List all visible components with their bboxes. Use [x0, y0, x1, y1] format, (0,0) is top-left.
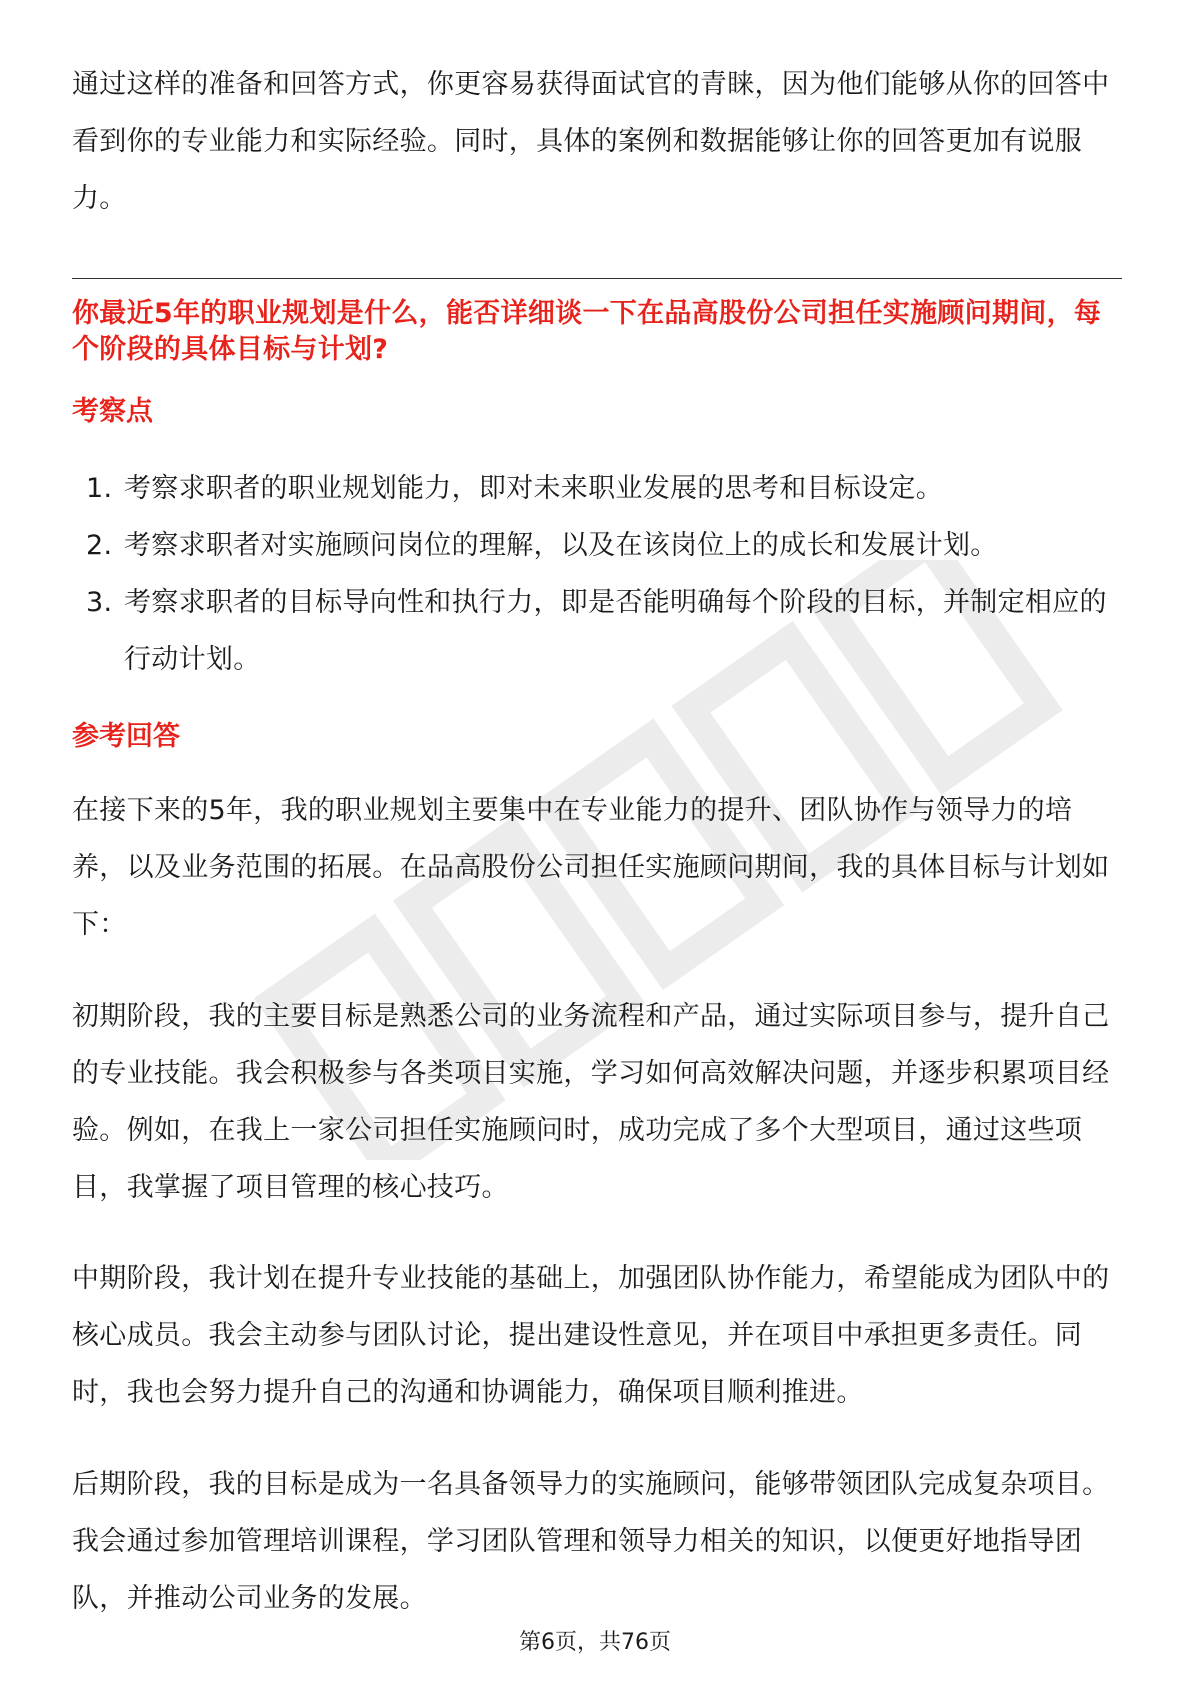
list-item — [72, 517, 1122, 574]
list-item-number: 3. — [86, 587, 113, 618]
answer-heading: 参考回答 — [72, 721, 180, 752]
list-item-number: 1. — [86, 473, 113, 504]
page-number-footer: 第6页，共76页 — [519, 1630, 671, 1655]
answer-paragraph: 中期阶段，我计划在提升专业技能的基础上，加强团队协作能力，希望能成为团队中的核心成员。我会主动参与团队讨论，提出建设性意见，并在项目中承担更多责任。同时，我也会努力提升自己的沟通和协调能力，确保项目顺利推进。 — [72, 1263, 1110, 1408]
section-divider — [72, 278, 1122, 279]
assessment-heading: 考察点 — [72, 396, 153, 427]
assessment-list — [72, 460, 1122, 688]
list-item — [72, 460, 1122, 517]
intro-paragraph: 通过这样的准备和回答方式，你更容易获得面试官的青睐，因为他们能够从你的回答中看到你的专业能力和实际经验。同时，具体的案例和数据能够让你的回答更加有说服力。 — [72, 69, 1110, 214]
list-item-text: 考察求职者的目标导向性和执行力，即是否能明确每个阶段的目标，并制定相应的行动计划。 — [124, 587, 1107, 675]
list-item-text: 考察求职者的职业规划能力，即对未来职业发展的思考和目标设定。 — [124, 473, 943, 504]
answer-paragraph: 初期阶段，我的主要目标是熟悉公司的业务流程和产品，通过实际项目参与，提升自己的专业技能。我会积极参与各类项目实施，学习如何高效解决问题，并逐步积累项目经验。例如，在我上一家公司担任实施顾问时，成功完成了多个大型项目，通过这些项目，我掌握了项目管理的核心技巧。 — [72, 1001, 1110, 1203]
interview-question: 你最近5年的职业规划是什么，能否详细谈一下在品高股份公司担任实施顾问期间，每个阶段的具体目标与计划? — [72, 298, 1102, 365]
list-item-number: 2. — [86, 530, 113, 561]
list-item-text: 考察求职者对实施顾问岗位的理解，以及在该岗位上的成长和发展计划。 — [124, 530, 998, 561]
list-item — [72, 574, 1122, 688]
answer-paragraph: 后期阶段，我的目标是成为一名具备领导力的实施顾问，能够带领团队完成复杂项目。我会通过参加管理培训课程，学习团队管理和领导力相关的知识，以便更好地指导团队，并推动公司业务的发展。 — [72, 1469, 1110, 1614]
answer-paragraph: 在接下来的5年，我的职业规划主要集中在专业能力的提升、团队协作与领导力的培养，以及业务范围的拓展。在品高股份公司担任实施顾问期间，我的具体目标与计划如下： — [72, 795, 1110, 940]
